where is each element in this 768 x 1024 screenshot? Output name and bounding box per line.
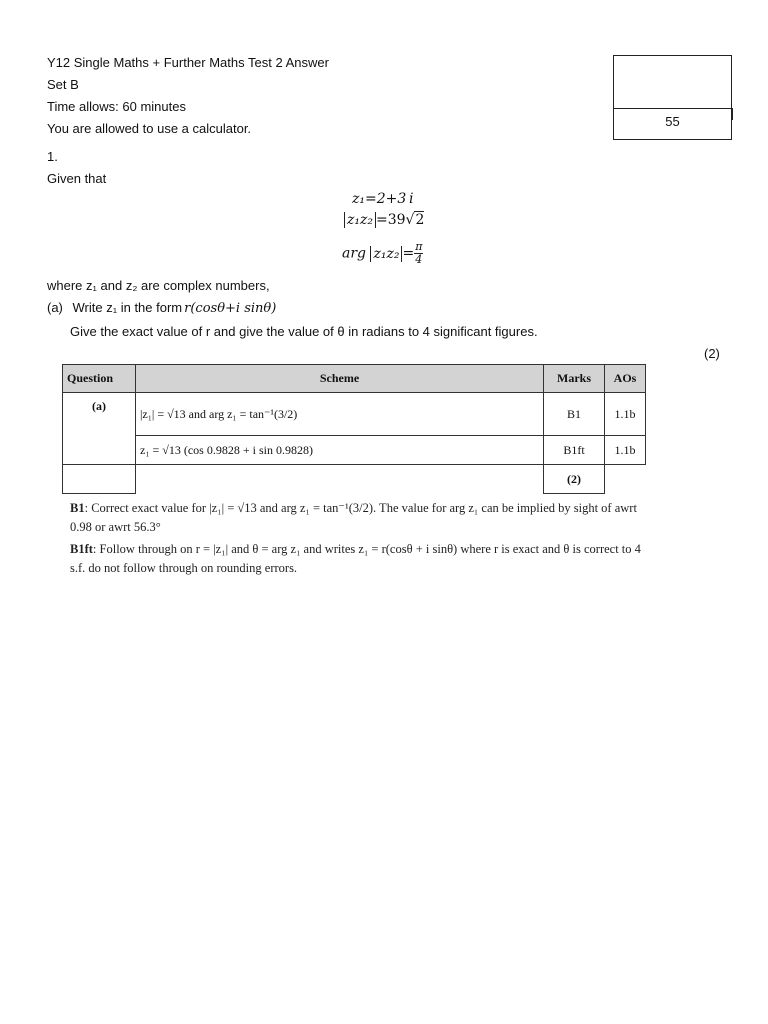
scheme-cell: |z₁| = √13 and arg z₁ = tan⁻¹(3/2): [136, 393, 544, 436]
col-aos: AOs: [605, 365, 646, 393]
equation-z1: z₁=2+3 i: [352, 191, 414, 207]
part-a-line: [47, 300, 276, 317]
given-that-text: Given that: [47, 171, 107, 186]
pi-over-4-fraction: $\frac{\pi}{4}$: [415, 240, 423, 266]
col-question: Question: [63, 365, 136, 393]
score-box-blank-cell: [614, 56, 731, 109]
where-text: where z₁ and z₂ are complex numbers,: [47, 278, 270, 293]
marking-notes: [70, 493, 655, 578]
equation-modulus: z₁z₂ =39√2: [344, 212, 424, 228]
calculator-note: You are allowed to use a calculator.: [47, 121, 252, 136]
table-row: [63, 436, 646, 465]
score-value: 55: [665, 114, 680, 129]
ao-cell: 1.1b: [605, 436, 646, 465]
modulus-expression: z₁z₂: [344, 212, 376, 228]
note-b1: B1: Correct exact value for |z₁| = √13 and arg z₁ = tan⁻¹(3/2). The value for arg z₁ can be implied by sight of awrt 0.98 or awrt 56.3°: [70, 501, 637, 534]
polar-form: r(cosθ+i sinθ): [184, 301, 277, 316]
table-row-total: [63, 465, 646, 494]
marks-cell: B1: [544, 393, 605, 436]
question-number: 1.: [47, 149, 58, 164]
modulus-root: 2: [415, 212, 425, 228]
ao-cell: 1.1b: [605, 393, 646, 436]
scheme-cell: z₁ = √13 (cos 0.9828 + i sin 0.9828): [136, 436, 544, 465]
test-title: Y12 Single Maths + Further Maths Test 2 Answer: [47, 55, 329, 70]
total-marks-cell: (2): [544, 465, 605, 494]
modulus-value: =39: [375, 212, 406, 228]
part-a-label: (a): [47, 300, 63, 315]
score-box: [613, 55, 732, 140]
marks-cell: B1ft: [544, 436, 605, 465]
part-cell: (a): [63, 393, 136, 465]
arg-label: arg: [342, 245, 367, 262]
note-b1ft: B1ft: Follow through on r = |z₁| and θ = arg z₁ and writes z₁ = r(cosθ + i sinθ) where r is exact and θ is correct to 4 s.f. do not follow through on rounding errors.: [70, 542, 641, 575]
part-a-text: Write z₁ in the form: [72, 300, 183, 315]
part-a-instruction: Give the exact value of r and give the value of θ in radians to 4 significant figures.: [70, 324, 538, 339]
time-allowed: Time allows: 60 minutes: [47, 99, 186, 114]
equation-argument: arg z₁z₂ = $\frac{\pi}{4}$: [342, 240, 423, 266]
col-scheme: Scheme: [136, 365, 544, 393]
col-marks: Marks: [544, 365, 605, 393]
part-a-marks: (2): [704, 346, 720, 361]
mark-scheme-header-row: [63, 365, 646, 393]
arg-expression: z₁z₂: [370, 246, 402, 262]
table-row: [63, 393, 646, 436]
set-label: Set B: [47, 77, 79, 92]
mark-scheme-table: [62, 364, 646, 494]
